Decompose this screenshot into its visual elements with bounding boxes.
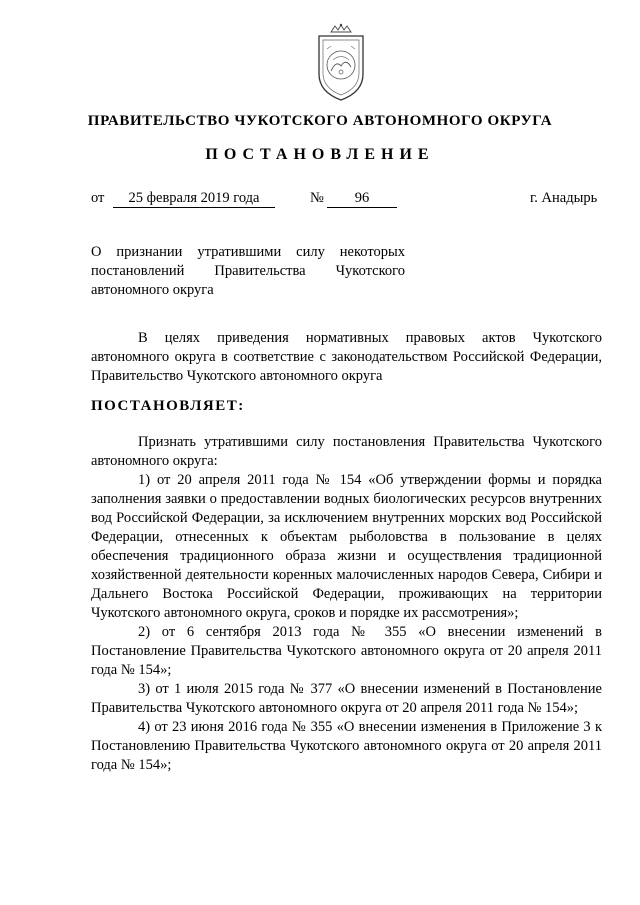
document-meta-row — [0, 190, 640, 210]
preamble-paragraph: В целях приведения нормативных правовых актов Чукотского автономного округа в соответствие с законодательством Российской Федерации, Правительство Чукотского автономного округа — [91, 330, 602, 384]
document-date: 25 февраля 2019 года — [113, 190, 275, 208]
operative-part — [91, 433, 602, 775]
intro-paragraph: Признать утратившими силу постановления Правительства Чукотского автономного округа: — [91, 434, 602, 469]
preamble-block — [91, 329, 602, 386]
date-prefix: от — [91, 190, 105, 206]
document-subject: О признании утратившими силу некоторых постановлений Правительства Чукотского автономного округа — [91, 244, 405, 298]
government-title: ПРАВИТЕЛЬСТВО ЧУКОТСКОГО АВТОНОМНОГО ОКРУГА — [87, 113, 553, 129]
document-number: 96 — [327, 190, 397, 208]
list-item: 2) от 6 сентября 2013 года № 355 «О внесении изменений в Постановление Правительства Чукотского автономного округа от 20 апреля 2011 года № 154»; — [91, 624, 602, 678]
list-item: 4) от 23 июня 2016 года № 355 «О внесении изменения в Приложение 3 к Постановлению Правительства Чукотского автономного округа от 20 апреля 2011 года № 154»; — [91, 719, 602, 773]
number-prefix: № — [310, 190, 324, 206]
decree-heading: ПОСТАНОВЛЯЕТ: — [91, 398, 245, 414]
document-type: ПОСТАНОВЛЕНИЕ — [205, 146, 435, 163]
chukotka-coat-of-arms-icon — [300, 22, 382, 102]
list-item: 3) от 1 июля 2015 года № 377 «О внесении изменений в Постановление Правительства Чукотского автономного округа от 20 апреля 2011 года № 154»; — [91, 681, 602, 716]
document-place: г. Анадырь — [530, 190, 598, 206]
list-item: 1) от 20 апреля 2011 года № 154 «Об утверждении формы и порядка заполнения заявки о предоставлении водных биологических ресурсов внутренних вод Российской Федерации, за исключением внутренних морских вод Российской Федерации, отнесенных к объектам рыболовства в пользование в целях обеспечения традиционного образа жизни и осуществления традиционной хозяйственной деятельности коренных малочисленных народов Севера, Сибири и Дальнего Востока Российской Федерации, проживающих на территории Чукотского автономного округа, сроков и порядке их рассмотрения»; — [91, 472, 602, 621]
